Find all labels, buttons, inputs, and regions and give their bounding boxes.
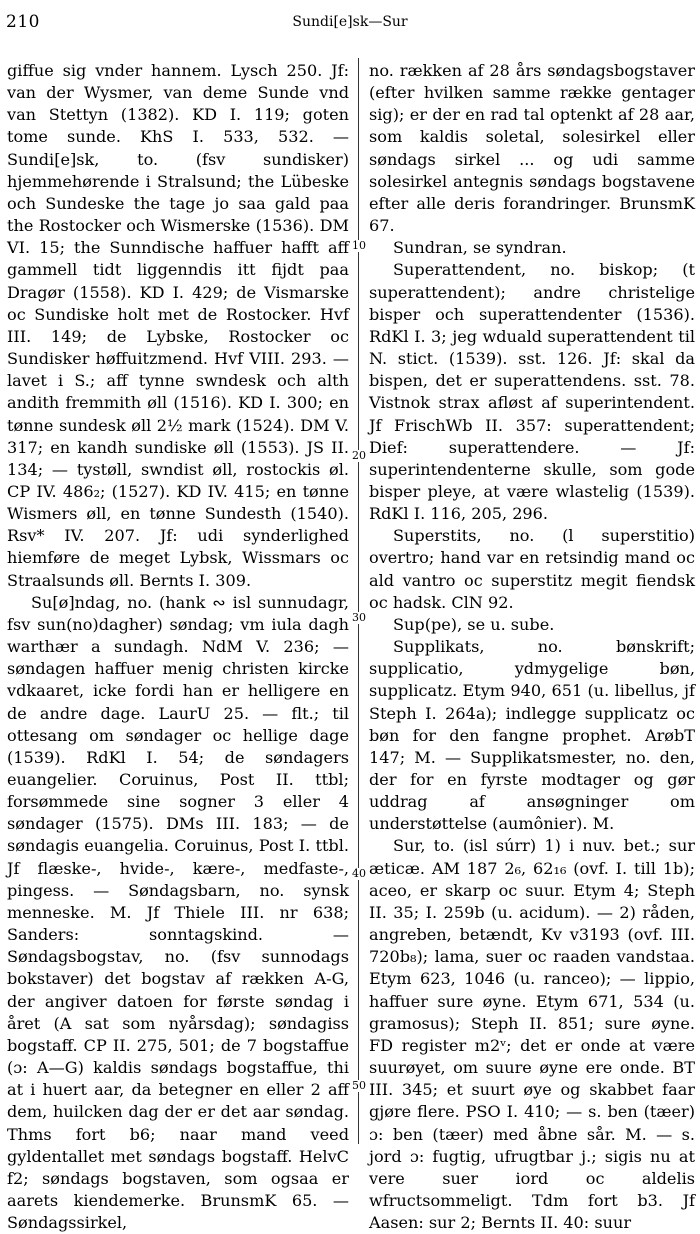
right-column <box>369 60 695 1233</box>
line-number: 30 <box>352 611 366 624</box>
entry-sondagssirkel-cont: no. rækken af 28 års søndagsbogstaver (efter hvilken samme række gentager sig); er der en rad tal optenkt af 28 aar, som kaldis soletal, solesirkel eller søndags sirkel ... og udi samme solesirkel antegnis søndags bogstavene efter alle deris forandringer. BrunsmK 67. <box>369 61 695 236</box>
page-number: 210 <box>6 12 40 32</box>
line-number: 20 <box>352 449 366 462</box>
page-header <box>0 0 700 40</box>
line-number: 40 <box>352 867 366 880</box>
column-divider <box>358 58 359 1144</box>
entry-sondag: Su[ø]ndag, no. (hank ∾ isl sunnudagr, fsv sun(no)dagher) søndag; vm iula dagh warthær a sundagh. NdM V. 236; — søndagen haffuer menig christen kircke vdkaaret, icke fordi han er helligere en de andre dage. LaurU 25. — flt.; til ottesang om søndager oc hellige dage (1539). RdKl I. 54; de søndagers euangelier. Coruinus, Post II. ttbl; forsømmede sine sogner 3 eller 4 søndager (1575). DMs III. 183; — de søndagis euangelia. Coruinus, Post I. ttbl. Jf flæske-, hvide-, kære-, medfaste-, pingess. — Søndagsbarn, no. synsk menneske. M. Jf Thiele III. nr 638; Sanders: sonntagskind. — Søndagsbogstav, no. (fsv sunnodags bokstaver) det bogstav af rækken A-G, der angiver datoen for første søndag i året (A sat som nyårsdag); søndagiss bogstaff. CP II. 275, 501; de 7 bogstaffue (ɔ: A—G) kaldis søndags bogstaffue, thi at i huert aar, da betegner en eller 2 aff dem, huilcken dag der er det aar søndag. Thms fort b6; naar mand veed gyldentallet met søndags bogstaff. HelvC f2; søndags bogstaven, som ogsaa er aarets kiendemerke. BrunsmK 65. — Søndagssirkel, <box>7 592 349 1233</box>
entry-superstits: Superstits, no. (l superstitio) overtro; hand var en retsindig mand oc ald vantro oc superstitz megit fiendsk oc hadsk. ClN 92. <box>369 526 695 612</box>
entry-sundisk: giffue sig vnder hannem. Lysch 250. Jf: van der Wysmer, van deme Sunde vnd van Stettyn (1382). KD I. 119; goten tome sunde. KhS I. 533, 532. — Sundi[e]sk, to. (fsv sundisker) hjemmehørende i Stralsund; the Lübeske och Sundeske the tage jo saa gald paa the Rostocker och Wismerske (1536). DM VI. 15; the Sunndische haffuer hafft aff gammell tidt liggenndis itt fijdt paa Dragør (1558). KD I. 429; de Vismarske oc Sundiske holt met de Rostocker. Hvf III. 149; de Lybske, Rostocker oc Sundisker høffuitzmend. Hvf VIII. 293. — lavet i S.; aff tynne swndesk och alth andith fremmith øll (1516). KD I. 300; en tønne sundesk øll 2½ mark (1524). DM V. 317; en kandh sundiske øll (1553). JS II. 134; — tystøll, swndist øll, rostockis øl. CP IV. 486₂; (1527). KD IV. 415; en tønne Wismers øll, en tønne Sundesth (1540). Rsv* IV. 207. Jf: udi synderlighed hiemføre de meget Lybsk, Wissmars oc Straalsunds øll. Bernts I. 309. <box>7 61 349 590</box>
line-number: 10 <box>352 239 366 252</box>
entry-sundran: Sundran, se syndran. <box>393 238 567 258</box>
running-head: Sundi[e]sk—Sur <box>292 14 408 30</box>
entry-supplikats: Supplikats, no. bønskrift; supplicatio, ydmygelige bøn, supplicatz. Etym 940, 651 (u. libellus, jf Steph I. 264a); indlegge supplicatz oc bøn for den fangne prophet. ArøbT 147; M. — Supplikatsmester, no. den, der for en fyrste modtager og gør uddrag af ansøgninger om understøttelse (aumônier). M. <box>369 637 695 834</box>
entry-sur: Sur, to. (isl súrr) 1) i nuv. bet.; sur æticæ. AM 187 2₆, 62₁₆ (ovf. I. till 1b); aceo, er skarp oc suur. Etym 4; Steph II. 35; I. 259b (u. acidum). — 2) råden, angreben, betændt, Kv v3193 (ovf. III. 720b₈); lama, suer oc raaden vandstaa. Etym 623, 1046 (u. ranceo); — lippio, haffuer sure øyne. Etym 671, 534 (u. gramosus); Steph II. 851; sure øyne. FD register m2ᵛ; det er onde at være suurøyet, om suure øyne ere onde. BT III. 345; et suurt øye og skabbet faar gjøre flere. PSO I. 410; — s. ben (tæer) ɔ: ben (tæer) med åbne sår. M. — s. jord ɔ: fugtig, ufrugtbar j.; sigis nu at vere suer iord oc aldelis wfructsommeligt. Tdm fort b3. Jf Aasen: sur 2; Bernts II. 40: suur <box>369 836 695 1233</box>
left-column <box>7 60 349 1233</box>
line-number: 50 <box>352 1079 366 1092</box>
entry-superattendent: Superattendent, no. biskop; (t superattendent); andre christelige bisper och superattendenter (1536). RdKl I. 3; jeg wduald superattendent til N. stict. (1539). sst. 126. Jf: skal da bispen, det er superattendens. sst. 78. Vistnok strax afløst af superintendent. Jf FrischWb II. 357: superattendent; Dief: superattendere. — Jf: superintendenterne skulle, som gode bisper pleye, at være wlastelig (1539). RdKl I. 116, 205, 296. <box>369 260 695 524</box>
entry-suppe: Sup(pe), se u. sube. <box>393 614 555 634</box>
